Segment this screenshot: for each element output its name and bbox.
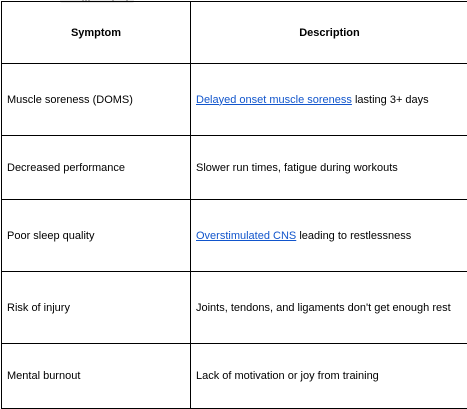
doms-link[interactable]: Delayed onset muscle soreness	[196, 94, 352, 106]
description-cell	[191, 200, 467, 272]
description-text: leading to restlessness	[296, 230, 411, 242]
table-row	[2, 272, 467, 344]
cns-link[interactable]: Overstimulated CNS	[196, 230, 296, 242]
symptom-cell: Muscle soreness (DOMS)	[2, 64, 191, 136]
table-row	[2, 200, 467, 272]
table-header-row	[2, 2, 467, 64]
description-text: lasting 3+ days	[352, 94, 429, 106]
symptom-cell: Mental burnout	[2, 344, 191, 409]
description-cell: Slower run times, fatigue during workouts	[191, 136, 467, 200]
description-cell	[191, 64, 467, 136]
table-row	[2, 344, 467, 409]
header-symptom: Symptom	[2, 2, 191, 64]
table-row	[2, 136, 467, 200]
symptom-cell: Risk of injury	[2, 272, 191, 344]
symptom-cell: Decreased performance	[2, 136, 191, 200]
description-cell: Lack of motivation or joy from training	[191, 344, 467, 409]
description-cell: Joints, tendons, and ligaments don't get enough rest	[191, 272, 467, 344]
symptom-table	[1, 1, 467, 409]
symptom-cell: Poor sleep quality	[2, 200, 191, 272]
header-description: Description	[191, 2, 467, 64]
table-row	[2, 64, 467, 136]
